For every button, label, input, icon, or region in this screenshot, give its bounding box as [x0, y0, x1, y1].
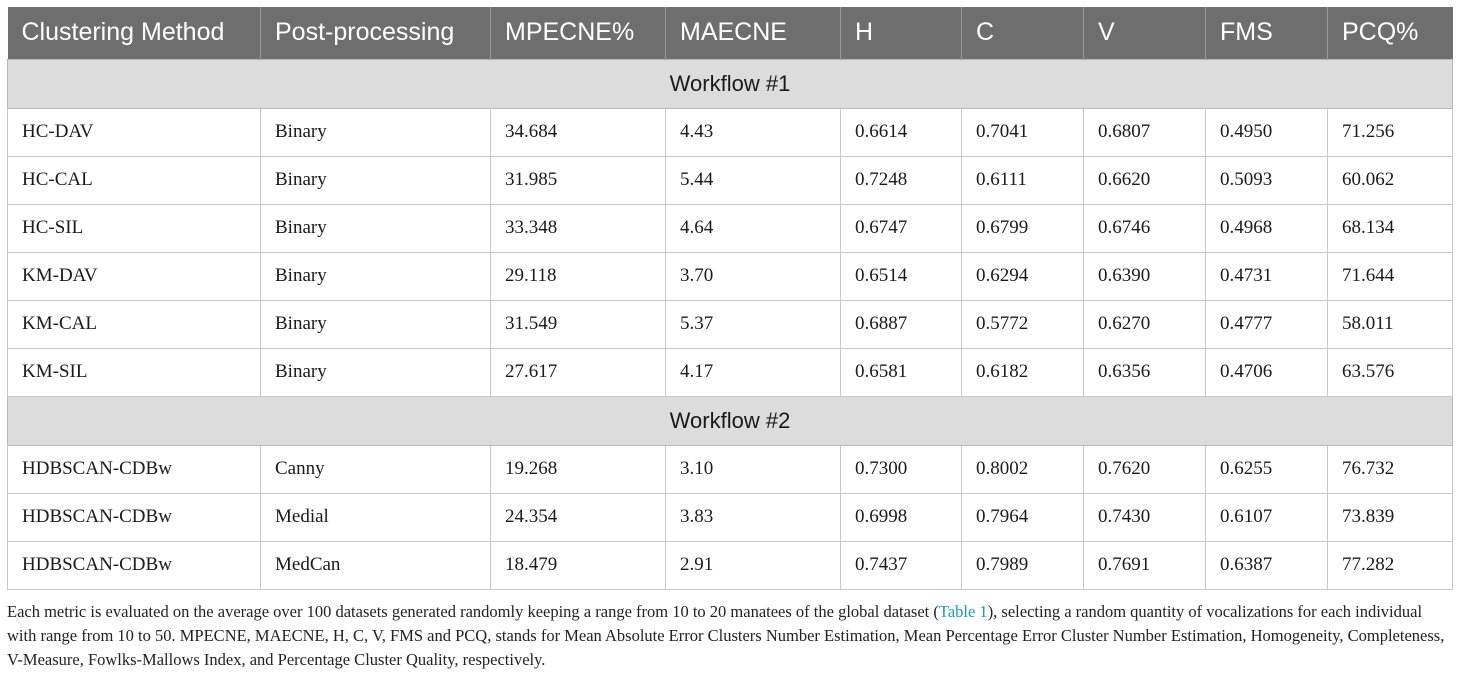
header-maecne: MAECNE: [666, 7, 841, 59]
table-row: [8, 348, 1453, 396]
cell-fms: 0.4950: [1206, 108, 1328, 156]
cell-c: 0.7041: [962, 108, 1084, 156]
cell-v: 0.6390: [1084, 252, 1206, 300]
cell-mpecne: 34.684: [491, 108, 666, 156]
results-table-container: [7, 7, 1452, 590]
cell-clustering-method: HC-SIL: [8, 204, 261, 252]
group-title: Workflow #2: [8, 396, 1453, 445]
cell-c: 0.7964: [962, 493, 1084, 541]
cell-maecne: 5.37: [666, 300, 841, 348]
cell-clustering-method: KM-CAL: [8, 300, 261, 348]
header-c: C: [962, 7, 1084, 59]
cell-v: 0.6746: [1084, 204, 1206, 252]
cell-mpecne: 33.348: [491, 204, 666, 252]
cell-c: 0.8002: [962, 445, 1084, 493]
cell-c: 0.6182: [962, 348, 1084, 396]
cell-v: 0.6807: [1084, 108, 1206, 156]
cell-clustering-method: KM-DAV: [8, 252, 261, 300]
cell-c: 0.7989: [962, 541, 1084, 589]
header-pcq: PCQ%: [1328, 7, 1453, 59]
cell-c: 0.5772: [962, 300, 1084, 348]
cell-pcq: 58.011: [1328, 300, 1453, 348]
cell-fms: 0.4731: [1206, 252, 1328, 300]
table-row: [8, 300, 1453, 348]
table-footnote: [7, 600, 1455, 672]
table-row: [8, 108, 1453, 156]
cell-maecne: 5.44: [666, 156, 841, 204]
cell-fms: 0.5093: [1206, 156, 1328, 204]
cell-h: 0.7248: [841, 156, 962, 204]
results-table: [7, 7, 1453, 590]
cell-mpecne: 27.617: [491, 348, 666, 396]
cell-post-processing: Binary: [261, 156, 491, 204]
cell-c: 0.6294: [962, 252, 1084, 300]
cell-clustering-method: HC-DAV: [8, 108, 261, 156]
cell-clustering-method: HC-CAL: [8, 156, 261, 204]
cell-post-processing: MedCan: [261, 541, 491, 589]
cell-pcq: 68.134: [1328, 204, 1453, 252]
cell-mpecne: 24.354: [491, 493, 666, 541]
cell-fms: 0.6107: [1206, 493, 1328, 541]
table-row: [8, 445, 1453, 493]
cell-pcq: 63.576: [1328, 348, 1453, 396]
cell-pcq: 76.732: [1328, 445, 1453, 493]
cell-pcq: 73.839: [1328, 493, 1453, 541]
cell-post-processing: Medial: [261, 493, 491, 541]
cell-h: 0.6998: [841, 493, 962, 541]
cell-pcq: 71.644: [1328, 252, 1453, 300]
cell-c: 0.6111: [962, 156, 1084, 204]
cell-v: 0.7430: [1084, 493, 1206, 541]
cell-pcq: 71.256: [1328, 108, 1453, 156]
cell-mpecne: 29.118: [491, 252, 666, 300]
cell-fms: 0.4968: [1206, 204, 1328, 252]
cell-maecne: 2.91: [666, 541, 841, 589]
cell-v: 0.6356: [1084, 348, 1206, 396]
cell-pcq: 60.062: [1328, 156, 1453, 204]
cell-mpecne: 31.985: [491, 156, 666, 204]
footnote-text-start: Each metric is evaluated on the average over 100 datasets generated randomly keeping a range from 10 to 20 manatees of the global dataset (: [7, 602, 939, 621]
cell-h: 0.6887: [841, 300, 962, 348]
footnote-text-end: ), selecting a random quantity of vocalizations for each individual with range from 10 to 50. MPECNE, MAECNE, H, C, V, FMS and PCQ, stands for Mean Absolute Error Clusters Number Estimation, Mean Percentage Error Cluster Number Estimation, Homogeneity, Completeness, V-Measure, Fowlks-Mallows Index, and Percentage Cluster Quality, respectively.: [7, 602, 1445, 669]
table-row: [8, 156, 1453, 204]
header-post-processing: Post-processing: [261, 7, 491, 59]
cell-h: 0.6747: [841, 204, 962, 252]
cell-post-processing: Binary: [261, 348, 491, 396]
cell-c: 0.6799: [962, 204, 1084, 252]
cell-v: 0.6270: [1084, 300, 1206, 348]
cell-maecne: 4.64: [666, 204, 841, 252]
table-row: [8, 541, 1453, 589]
cell-fms: 0.4706: [1206, 348, 1328, 396]
table-body: [8, 59, 1453, 589]
cell-post-processing: Canny: [261, 445, 491, 493]
cell-mpecne: 18.479: [491, 541, 666, 589]
header-clustering-method: Clustering Method: [8, 7, 261, 59]
cell-fms: 0.6387: [1206, 541, 1328, 589]
header-row: [8, 7, 1453, 59]
cell-fms: 0.4777: [1206, 300, 1328, 348]
header-mpecne: MPECNE%: [491, 7, 666, 59]
header-fms: FMS: [1206, 7, 1328, 59]
cell-h: 0.7300: [841, 445, 962, 493]
cell-maecne: 4.43: [666, 108, 841, 156]
header-h: H: [841, 7, 962, 59]
cell-clustering-method: HDBSCAN-CDBw: [8, 541, 261, 589]
cell-post-processing: Binary: [261, 108, 491, 156]
table-row: [8, 204, 1453, 252]
table-row: [8, 252, 1453, 300]
cell-h: 0.6614: [841, 108, 962, 156]
cell-v: 0.6620: [1084, 156, 1206, 204]
cell-clustering-method: HDBSCAN-CDBw: [8, 445, 261, 493]
cell-v: 0.7620: [1084, 445, 1206, 493]
cell-maecne: 4.17: [666, 348, 841, 396]
cell-h: 0.7437: [841, 541, 962, 589]
cell-v: 0.7691: [1084, 541, 1206, 589]
cell-mpecne: 31.549: [491, 300, 666, 348]
group-row: [8, 396, 1453, 445]
cell-fms: 0.6255: [1206, 445, 1328, 493]
cell-h: 0.6581: [841, 348, 962, 396]
cell-maecne: 3.10: [666, 445, 841, 493]
group-row: [8, 59, 1453, 108]
cell-pcq: 77.282: [1328, 541, 1453, 589]
table-1-link[interactable]: Table 1: [938, 602, 988, 621]
cell-clustering-method: HDBSCAN-CDBw: [8, 493, 261, 541]
cell-mpecne: 19.268: [491, 445, 666, 493]
cell-post-processing: Binary: [261, 204, 491, 252]
cell-maecne: 3.70: [666, 252, 841, 300]
cell-post-processing: Binary: [261, 300, 491, 348]
cell-h: 0.6514: [841, 252, 962, 300]
table-row: [8, 493, 1453, 541]
group-title: Workflow #1: [8, 59, 1453, 108]
cell-maecne: 3.83: [666, 493, 841, 541]
cell-post-processing: Binary: [261, 252, 491, 300]
header-v: V: [1084, 7, 1206, 59]
cell-clustering-method: KM-SIL: [8, 348, 261, 396]
